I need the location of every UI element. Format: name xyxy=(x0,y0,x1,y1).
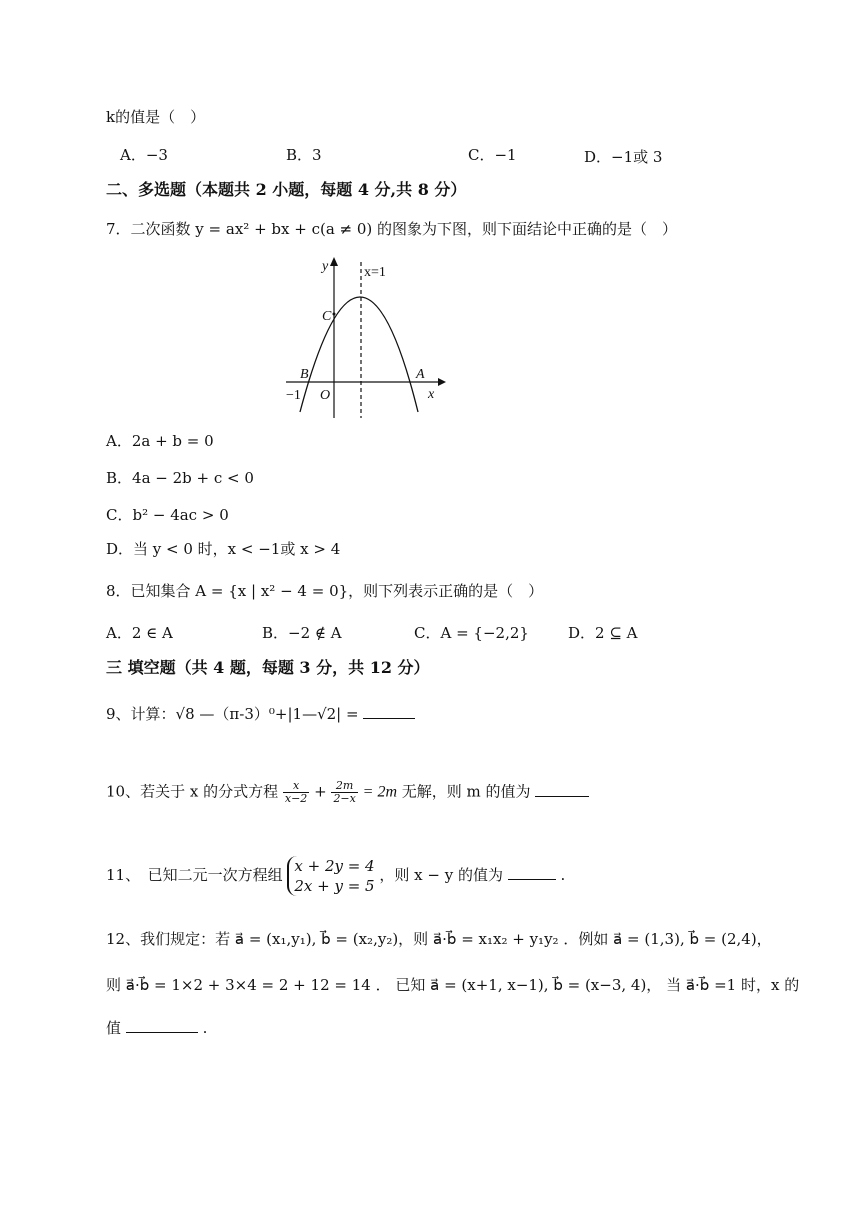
q8-option-b: B．−2 ∉ A xyxy=(262,624,342,642)
q10-fraction-2 xyxy=(331,780,357,805)
q11-suffix: ，则 x − y 的值为 xyxy=(379,866,503,884)
q10-f1-den: x−2 xyxy=(284,792,308,805)
graph-label-b: B xyxy=(300,367,309,382)
q7-option-b: B．4a − 2b + c < 0 xyxy=(106,469,254,487)
graph-axis-label: x=1 xyxy=(364,265,386,280)
parabola-graph xyxy=(280,252,450,422)
graph-label-neg1: −1 xyxy=(286,388,301,403)
q9-stem: 9、计算：√8 —（π-3）⁰+|1—√2| = xyxy=(106,705,359,723)
section2-title: 二、多选题（本题共 2 小题，每题 4 分,共 8 分） xyxy=(106,180,467,199)
q10-f2-num: 2m xyxy=(331,780,357,793)
q12-end: . xyxy=(202,1019,208,1037)
q11-eq1: x + 2y = 4 xyxy=(294,857,375,875)
q6-option-b: B．3 xyxy=(286,146,322,164)
q8-stem: 8．已知集合 A = {x | x² − 4 = 0}，则下列表示正确的是（ ） xyxy=(106,582,544,600)
q8-option-d: D．2 ⊆ A xyxy=(568,624,638,642)
graph-label-origin: O xyxy=(320,388,331,403)
q8-option-a: A．2 ∈ A xyxy=(106,624,173,642)
q6-stem: k的值是（ ） xyxy=(106,108,206,126)
graph-y-label: y xyxy=(322,259,329,274)
q10-suffix: 无解，则 m 的值为 xyxy=(401,782,531,801)
q11-eq2: 2x + y = 5 xyxy=(294,877,375,895)
q11-equation-system xyxy=(287,856,374,896)
q10-f1-num: x xyxy=(283,780,309,793)
section3-title: 三 填空题（共 4 题，每题 3 分，共 12 分） xyxy=(106,658,430,677)
q7-option-a: A．2a + b = 0 xyxy=(106,432,214,450)
q10-fraction-1 xyxy=(283,780,309,805)
q12-line2: 则 a⃗·b⃗ = 1×2 + 3×4 = 2 + 12 = 14 ． 已知 a⃗ = (x+1, x−1), b⃗ = (x−3, 4)， 当 a⃗·b⃗ =1 时，x 的 xyxy=(106,976,800,994)
q9-answer-blank[interactable] xyxy=(363,704,415,719)
q9-line xyxy=(106,704,415,723)
q11-prefix: 11、 已知二元一次方程组 xyxy=(106,866,283,884)
graph-label-a: A xyxy=(416,367,425,382)
q12-line1: 12、我们规定：若 a⃗ = (x₁,y₁), b⃗ = (x₂,y₂)，则 a⃗·b⃗ = x₁x₂ + y₁y₂ ．例如 a⃗ = (1,3), b⃗ = (2,4)， xyxy=(106,930,772,948)
q7-stem: 7．二次函数 y = ax² + bx + c(a ≠ 0) 的图象为下图，则下面结论中正确的是（ ） xyxy=(106,220,678,238)
q12-line3: 值 xyxy=(106,1019,122,1037)
q6-option-c: C．−1 xyxy=(468,146,517,164)
q11-answer-blank[interactable] xyxy=(508,865,556,880)
graph-x-label: x xyxy=(428,387,435,402)
q12-line3-wrap xyxy=(106,1018,207,1037)
q10-prefix: 10、若关于 x 的分式方程 xyxy=(106,782,279,801)
q10-plus: + xyxy=(314,782,327,801)
q8-option-c: C．A = {−2,2} xyxy=(414,624,529,642)
q10-line xyxy=(106,780,589,805)
q6-option-a: A．−3 xyxy=(120,146,168,164)
q10-rhs: = 2m xyxy=(362,783,397,801)
q10-answer-blank[interactable] xyxy=(535,782,589,797)
q7-option-d: D．当 y < 0 时，x < −1或 x > 4 xyxy=(106,540,341,558)
graph-label-c: C xyxy=(322,309,332,324)
q6-option-d: D．−1或 3 xyxy=(584,148,663,166)
q11-end: . xyxy=(560,866,566,884)
q12-answer-blank[interactable] xyxy=(126,1018,198,1033)
q10-f2-den: 2−x xyxy=(333,792,356,805)
q11-line xyxy=(106,856,565,896)
q7-option-c: C．b² − 4ac > 0 xyxy=(106,506,229,524)
